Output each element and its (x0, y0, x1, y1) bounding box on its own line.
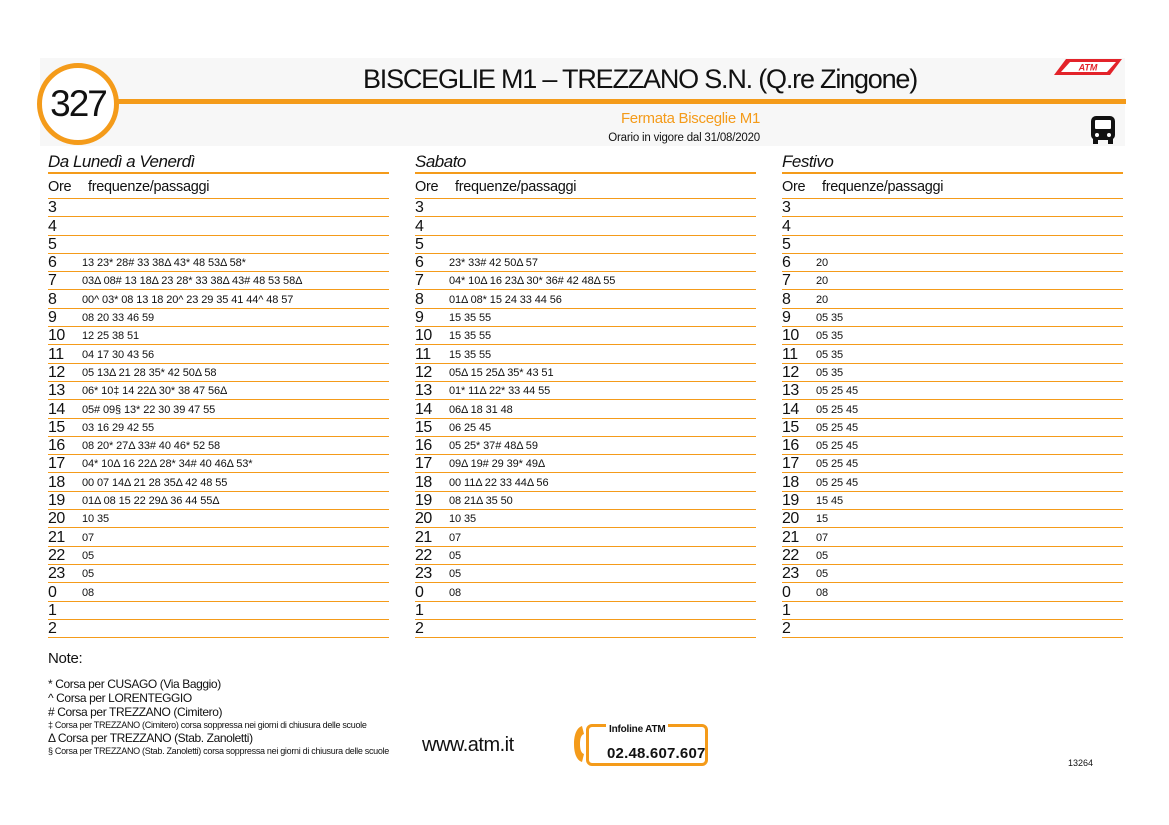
table-row (782, 455, 1123, 473)
column-title-rule (48, 172, 389, 174)
schedule-column-holiday (782, 151, 1123, 638)
note-item: § Corsa per TREZZANO (Stab. Zanoletti) corsa soppressa nei giorni di chiusura delle scuole (48, 746, 389, 756)
table-row (48, 565, 389, 583)
valid-from-date: Orario in vigore dal 31/08/2020 (608, 132, 760, 144)
document-code: 13264 (1068, 758, 1094, 768)
column-title: Festivo (782, 152, 834, 171)
row-hour: 8 (48, 290, 57, 308)
line-number: 327 (50, 83, 106, 124)
website-link[interactable]: www.atm.it (422, 734, 514, 756)
table-row (48, 345, 389, 363)
row-minutes: 07 (816, 531, 829, 544)
table-row (415, 528, 756, 546)
schedule-rows (415, 199, 756, 638)
table-row (48, 217, 389, 235)
table-row (415, 602, 756, 620)
table-row (415, 290, 756, 308)
row-hour: 19 (415, 492, 432, 510)
atm-logo-text: ATM (1078, 62, 1098, 73)
bus-icon (1089, 114, 1117, 146)
table-row (415, 236, 756, 254)
row-hour: 0 (415, 583, 424, 601)
table-row (415, 309, 756, 327)
row-minutes: 05 25 45 (816, 440, 859, 453)
row-minutes: 15 45 (816, 495, 844, 508)
table-row (48, 602, 389, 620)
row-minutes: 05 25 45 (816, 458, 859, 471)
row-hour: 19 (782, 492, 799, 510)
stop-name: Fermata Bisceglie M1 (620, 110, 760, 127)
table-row (782, 217, 1123, 235)
schedule-rows (782, 199, 1123, 638)
row-minutes: 08 (82, 586, 95, 599)
row-hour: 9 (415, 309, 424, 327)
table-row (48, 455, 389, 473)
row-hour: 20 (48, 510, 65, 528)
row-hour: 6 (782, 254, 791, 272)
row-minutes: 05# 09§ 13* 22 30 39 47 55 (82, 403, 216, 416)
table-row (48, 583, 389, 601)
row-hour: 10 (415, 327, 432, 345)
table-row (48, 547, 389, 565)
table-row (415, 437, 756, 455)
table-row (782, 199, 1123, 217)
note-item: * Corsa per CUSAGO (Via Baggio) (48, 677, 221, 691)
row-hour: 10 (48, 327, 65, 345)
row-minutes: 06 25 45 (449, 421, 492, 434)
table-row (415, 272, 756, 290)
table-row (415, 382, 756, 400)
row-hour: 0 (48, 583, 57, 601)
row-minutes: 08 20* 27Δ 33# 40 46* 52 58 (82, 440, 220, 453)
row-minutes: 15 35 55 (449, 312, 492, 325)
row-hour: 1 (48, 601, 57, 619)
line-number-badge (37, 63, 119, 145)
table-row (782, 492, 1123, 510)
row-hour: 11 (782, 345, 798, 363)
table-row (415, 547, 756, 565)
table-row (415, 583, 756, 601)
row-minutes: 07 (82, 531, 95, 544)
row-minutes: 05 35 (816, 312, 844, 325)
row-hour: 2 (48, 620, 57, 638)
table-row (48, 400, 389, 418)
row-hour: 23 (48, 565, 65, 583)
row-hour: 16 (415, 437, 432, 455)
row-hour: 18 (782, 473, 799, 491)
row-hour: 7 (48, 272, 57, 290)
schedule-column-weekdays (48, 151, 389, 638)
row-minutes: 05 35 (816, 366, 844, 379)
table-row (415, 473, 756, 491)
row-hour: 18 (415, 473, 432, 491)
row-minutes: 23* 33# 42 50Δ 57 (449, 257, 538, 270)
notes-title: Note: (48, 650, 83, 667)
row-minutes: 05 (449, 549, 462, 562)
row-minutes: 13 23* 28# 33 38Δ 43* 48 53Δ 58* (82, 257, 246, 270)
row-hour: 2 (415, 620, 424, 638)
row-minutes: 08 (449, 586, 462, 599)
row-minutes: 05Δ 15 25Δ 35* 43 51 (449, 366, 554, 379)
row-minutes: 04 17 30 43 56 (82, 348, 155, 361)
row-minutes: 04* 10Δ 16 22Δ 28* 34# 40 46Δ 53* (82, 458, 253, 471)
row-hour: 11 (48, 345, 64, 363)
row-minutes: 05 25 45 (816, 421, 859, 434)
table-row (48, 236, 389, 254)
header-frequency: frequenze/passaggi (455, 179, 577, 195)
table-row (48, 254, 389, 272)
row-hour: 0 (782, 583, 791, 601)
table-row (415, 419, 756, 437)
header-hour: Ore (415, 179, 439, 195)
row-hour: 7 (415, 272, 424, 290)
row-minutes: 15 35 55 (449, 348, 492, 361)
header-frequency: frequenze/passaggi (88, 179, 210, 195)
table-row (782, 419, 1123, 437)
table-row (48, 364, 389, 382)
column-title: Da Lunedì a Venerdì (48, 152, 195, 171)
row-hour: 3 (415, 199, 424, 217)
table-row (48, 510, 389, 528)
table-row (782, 583, 1123, 601)
note-item: Δ Corsa per TREZZANO (Stab. Zanoletti) (48, 731, 253, 745)
row-minutes: 01Δ 08* 15 24 33 44 56 (449, 293, 562, 306)
table-row (415, 455, 756, 473)
row-minutes: 04* 10Δ 16 23Δ 30* 36# 42 48Δ 55 (449, 275, 616, 288)
table-row (782, 528, 1123, 546)
table-row (782, 309, 1123, 327)
row-hour: 21 (782, 528, 799, 546)
row-minutes: 05 (816, 568, 829, 581)
column-header (415, 176, 756, 199)
row-minutes: 05 35 (816, 348, 844, 361)
table-row (782, 547, 1123, 565)
infoline-phone[interactable]: 02.48.607.607 (607, 745, 706, 762)
row-minutes: 20 (816, 257, 829, 270)
header-frequency: frequenze/passaggi (822, 179, 944, 195)
row-minutes: 06* 10‡ 14 22Δ 30* 38 47 56Δ (82, 385, 228, 398)
row-hour: 9 (48, 309, 57, 327)
row-hour: 12 (415, 363, 432, 381)
row-hour: 4 (48, 217, 57, 235)
row-minutes: 05 (816, 549, 829, 562)
table-row (48, 272, 389, 290)
row-hour: 3 (48, 199, 57, 217)
table-row (415, 620, 756, 638)
row-hour: 8 (782, 290, 791, 308)
schedule-column-saturday (415, 151, 756, 638)
row-hour: 6 (415, 254, 424, 272)
row-minutes: 15 (816, 513, 829, 526)
table-row (415, 327, 756, 345)
table-row (48, 528, 389, 546)
row-hour: 15 (782, 418, 799, 436)
row-hour: 19 (48, 492, 65, 510)
row-minutes: 00 07 14Δ 21 28 35Δ 42 48 55 (82, 476, 228, 489)
row-hour: 14 (48, 400, 65, 418)
table-row (48, 492, 389, 510)
row-hour: 16 (782, 437, 799, 455)
row-hour: 20 (782, 510, 799, 528)
row-minutes: 15 35 55 (449, 330, 492, 343)
table-row (48, 473, 389, 491)
row-hour: 8 (415, 290, 424, 308)
row-minutes: 08 (816, 586, 829, 599)
row-hour: 17 (48, 455, 65, 473)
note-item: # Corsa per TREZZANO (Cimitero) (48, 705, 223, 719)
table-row (415, 345, 756, 363)
row-hour: 15 (48, 418, 65, 436)
table-row (782, 400, 1123, 418)
row-hour: 10 (782, 327, 799, 345)
table-row (782, 602, 1123, 620)
table-row (782, 290, 1123, 308)
row-hour: 4 (782, 217, 791, 235)
row-minutes: 05 25* 37# 48Δ 59 (449, 440, 538, 453)
table-row (48, 327, 389, 345)
table-row (782, 437, 1123, 455)
table-row (415, 217, 756, 235)
atm-logo-icon (1052, 58, 1124, 76)
note-item: ‡ Corsa per TREZZANO (Cimitero) corsa soppressa nei giorni di chiusura delle scuole (48, 720, 367, 730)
row-minutes: 20 (816, 293, 829, 306)
row-minutes: 05 25 45 (816, 385, 859, 398)
table-row (782, 236, 1123, 254)
route-title: BISCEGLIE M1 – TREZZANO S.N. (Q.re Zingone) (362, 64, 918, 94)
row-minutes: 06Δ 18 31 48 (449, 403, 513, 416)
row-hour: 22 (782, 546, 799, 564)
schedule-rows (48, 199, 389, 638)
row-hour: 23 (782, 565, 799, 583)
table-row (415, 364, 756, 382)
table-row (782, 620, 1123, 638)
row-hour: 12 (48, 363, 65, 381)
row-hour: 21 (48, 528, 65, 546)
row-minutes: 10 35 (449, 513, 477, 526)
table-row (782, 510, 1123, 528)
row-minutes: 00 11Δ 22 33 44Δ 56 (449, 476, 549, 489)
row-hour: 18 (48, 473, 65, 491)
header-hour: Ore (48, 179, 72, 195)
row-hour: 13 (415, 382, 432, 400)
row-hour: 14 (415, 400, 432, 418)
row-minutes: 01Δ 08 15 22 29Δ 36 44 55Δ (82, 495, 220, 508)
row-hour: 17 (782, 455, 799, 473)
row-hour: 15 (415, 418, 432, 436)
note-item: ^ Corsa per LORENTEGGIO (48, 691, 192, 705)
row-minutes: 05 (82, 549, 95, 562)
row-minutes: 03 16 29 42 55 (82, 421, 155, 434)
row-minutes: 05 (449, 568, 462, 581)
row-minutes: 05 25 45 (816, 403, 859, 416)
column-title-rule (782, 172, 1123, 174)
row-minutes: 08 20 33 46 59 (82, 312, 155, 325)
table-row (48, 437, 389, 455)
phone-icon (572, 724, 586, 764)
column-header (48, 176, 389, 199)
row-hour: 5 (782, 235, 791, 253)
row-hour: 23 (415, 565, 432, 583)
table-row (782, 382, 1123, 400)
column-title: Sabato (415, 152, 466, 171)
row-hour: 7 (782, 272, 791, 290)
table-row (782, 254, 1123, 272)
row-minutes: 03Δ 08# 13 18Δ 23 28* 33 38Δ 43# 48 53 58Δ (82, 275, 303, 288)
row-hour: 9 (782, 309, 791, 327)
row-minutes: 12 25 38 51 (82, 330, 140, 343)
row-hour: 13 (48, 382, 65, 400)
row-minutes: 10 35 (82, 513, 110, 526)
row-minutes: 05 (82, 568, 95, 581)
row-minutes: 05 35 (816, 330, 844, 343)
row-minutes: 05 25 45 (816, 476, 859, 489)
header-divider (110, 99, 1126, 104)
row-hour: 20 (415, 510, 432, 528)
table-row (782, 345, 1123, 363)
table-row (48, 382, 389, 400)
row-hour: 13 (782, 382, 799, 400)
table-row (782, 327, 1123, 345)
table-row (48, 309, 389, 327)
row-hour: 21 (415, 528, 432, 546)
infoline-box (572, 718, 704, 768)
row-hour: 1 (415, 601, 424, 619)
table-row (782, 272, 1123, 290)
column-header (782, 176, 1123, 199)
table-row (415, 565, 756, 583)
table-row (415, 254, 756, 272)
table-row (415, 199, 756, 217)
row-hour: 17 (415, 455, 432, 473)
table-row (415, 510, 756, 528)
table-row (48, 419, 389, 437)
row-hour: 12 (782, 363, 799, 381)
row-hour: 14 (782, 400, 799, 418)
table-row (782, 473, 1123, 491)
row-hour: 4 (415, 217, 424, 235)
row-hour: 22 (415, 546, 432, 564)
table-row (782, 565, 1123, 583)
infoline-frame (586, 724, 708, 766)
row-hour: 5 (415, 235, 424, 253)
row-minutes: 07 (449, 531, 462, 544)
table-row (48, 620, 389, 638)
row-hour: 6 (48, 254, 57, 272)
table-row (782, 364, 1123, 382)
row-minutes: 08 21Δ 35 50 (449, 495, 513, 508)
header-hour: Ore (782, 179, 806, 195)
row-minutes: 00^ 03* 08 13 18 20^ 23 29 35 41 44^ 48 57 (82, 293, 294, 306)
row-minutes: 20 (816, 275, 829, 288)
row-hour: 1 (782, 601, 791, 619)
table-row (48, 199, 389, 217)
row-minutes: 09Δ 19# 29 39* 49Δ (449, 458, 546, 471)
row-minutes: 01* 11Δ 22* 33 44 55 (449, 385, 551, 398)
column-title-rule (415, 172, 756, 174)
row-minutes: 05 13Δ 21 28 35* 42 50Δ 58 (82, 366, 217, 379)
row-hour: 3 (782, 199, 791, 217)
row-hour: 2 (782, 620, 791, 638)
table-row (48, 290, 389, 308)
row-hour: 22 (48, 546, 65, 564)
row-hour: 16 (48, 437, 65, 455)
table-row (415, 492, 756, 510)
row-hour: 11 (415, 345, 431, 363)
infoline-label: Infoline ATM (606, 724, 668, 735)
row-hour: 5 (48, 235, 57, 253)
table-row (415, 400, 756, 418)
